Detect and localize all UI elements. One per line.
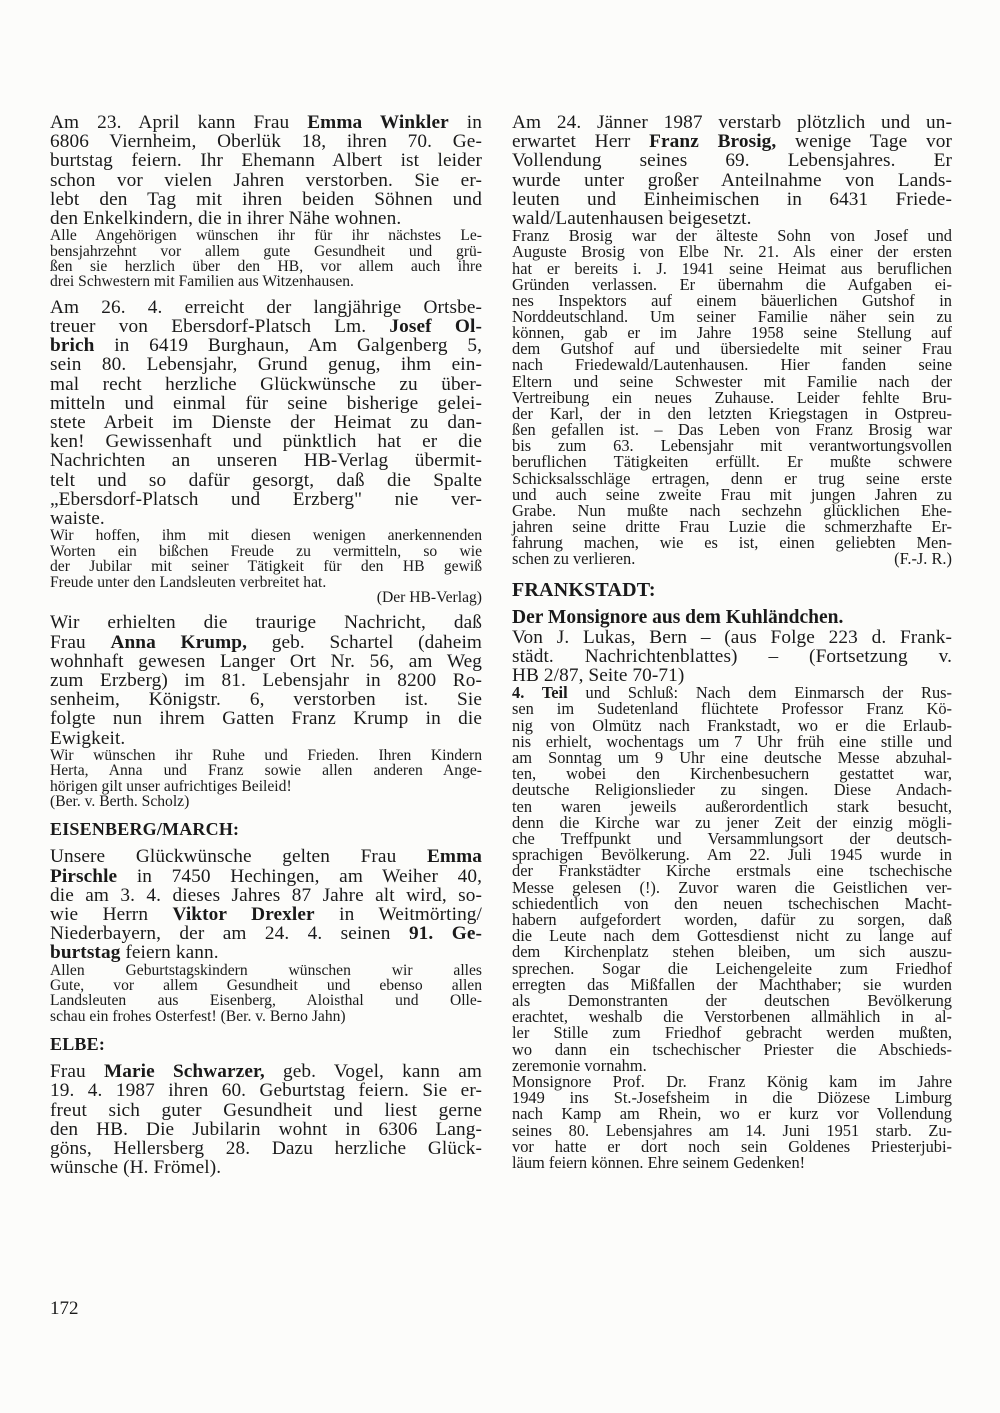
section-heading-eisenberg: EISENBERG/MARCH: [50, 819, 240, 840]
person-name: Emma Winkler [307, 112, 449, 133]
signature: (F.-J. R.) [894, 549, 952, 569]
article-krump: Wir erhielten die traurige Nachricht, daß Frau Anna Krump, geb. Schartel (daheim wohnhaft gewesen Langer Ort Nr. 56, am Weg zum Erzberg) im 81. Lebensjahr in 8200 Ro- senheim, Königstr. 6, verstorben ist. Sie folgte nun ihrem Gatten Franz Krump in die Ewigkeit. [50, 612, 482, 749]
person-name: Pirschle [50, 865, 118, 887]
article-olbrich-note: Wir hoffen, ihm mit diesen wenigen anerkennenden Worten ein bißchen Freude zu vermitteln, so wie der Jubilar mit seiner Tätigkeit für den HB gewiß Freude unter den Landsleuten verbreitet hat. (Der HB-Verlag) [50, 527, 482, 606]
article-eisenberg-note: Allen Geburtstagskindern wünschen wir alles Gute, vor allem Gesundheit und ebenso allen Landsleuten aus Eisenberg, Aloisthal und Olle- schau ein frohes Osterfest! (Ber. v. Berno Jahn) [50, 961, 482, 1025]
person-name: Franz Brosig, [649, 131, 777, 153]
right-column [512, 113, 952, 1171]
section-heading-elbe: ELBE: [50, 1034, 106, 1055]
signature: (Der HB-Verlag) [376, 588, 482, 606]
article-title: Der Monsignore aus dem Kuhländchen. [512, 606, 844, 628]
person-name: Josef Ol- [389, 316, 482, 338]
article-krump-note: Wir wünschen ihr Ruhe und Frieden. Ihren Kindern Herta, Anna und Franz sowie allen anderen Ange- hörigen gilt unser aufrichtiges Beileid! (Ber. v. Berth. Scholz) [50, 746, 482, 810]
article-winkler-note: Alle Angehörigen wünschen ihr für ihr nächstes Le- bensjahrzehnt vor allem gute Gesundheit und grü- ßen sie herzlich über den HB, vor allem auch ihre drei Schwestern mit Familien aus Witzenhausen. [50, 227, 482, 291]
article-olbrich: Am 26. 4. erreicht der langjährige Ortsbe- treuer von Ebersdorf-Platsch Lm. Josef Ol- brich in 6419 Burghaun, Am Galgenberg 5, sein 80. Lebensjahr, Grund genug, ihm ein- mal recht herzliche Glückwünsche zu über- mitteln und einmal für seine bisherige gelei- stete Arbeit im Dienste der Heimat zu dan- ken! Gewissenhaft und pünktlich hat er die Nachrichten an unseren HB-Verlag übermit- telt und so dafür gesorgt, daß die Spalte „Ebersdorf-Platsch und Erzberg" nie ver- waiste. [50, 296, 482, 530]
article-eisenberg: Unsere Glückwünsche gelten Frau Emma Pirschle in 7450 Hechingen, am Weiher 40, die am 3. 4. dieses Jahres 87 Jahre alt wird, so- wie Herrn Viktor Drexler in Weitmörting/ Niederbayern, der am 24. 4. seinen 91. Ge- burtstag feiern kann. [50, 846, 483, 964]
article-schwarzer: Frau Marie Schwarzer, geb. Vogel, kann am 19. 4. 1987 ihren 60. Geburtstag feiern. Sie er- freut sich guter Gesundheit und liest gerne den HB. Die Jubilarin wohnt in 6306 Lang- göns, Hellersberg 28. Dazu herzliche Glück- wünsche (H. Frömel). [50, 1061, 482, 1179]
person-name: Anna Krump, [110, 631, 248, 653]
article-byline: Von J. Lukas, Bern – (aus Folge 223 d. Frank- städt. Nachrichtenblattes) – (Fortsetzung v. HB 2/87, Seite 70-71) [512, 626, 952, 686]
person-name: Viktor Drexler [172, 903, 315, 925]
left-column [50, 113, 482, 1185]
article-brosig: Am 24. Jänner 1987 verstarb plötzlich und un- erwartet Herr Franz Brosig, wenige Tage vor Vollendung seines 69. Lebensjahres. Er wurde unter großer Anteilnahme von Lands- leuten und Einheimischen in 6431 Friede- wald/Lautenhausen beigesetzt. [512, 112, 952, 230]
person-name: Marie Schwarzer, [103, 1061, 265, 1083]
person-name: Emma [426, 846, 482, 868]
article-koenig-body: 4. Teil und Schluß: Nach dem Einmarsch der Rus- sen im Sudetenland flüchtete Professor Franz Kö- nig von Olmütz nach Frankstadt, wo er die Erlaub- nis erhielt, wochentags um 7 Uhr früh eine stille und am Sonntag um 9 Uhr eine deutsche Messe abzuhal- ten, wobei den Kirchenbesuchern gestattet war, deutsche Religionslieder zu singen. Diese Andach- ten waren jeweils außerordentlich stark besucht, denn die Kirche war zu jener Zeit der einzig mögli- che Treffpunkt und Versammlungsort der deutsch- sprachigen Bevölkerung. Am 22. Juli 1945 wurde in der Frankstädter Kirche erstmals eine tschechische Messe gelesen (!). Zuvor waren die Geistlichen ver- schiedentlich von den neuen tschechischen Macht- habern aufgefordert worden, dafür zu sorgen, daß die Leute nach dem Gottesdienst nicht zu lange auf dem Kirchenplatz stehen bleiben, um sich auszu- sprechen. Sogar die Leichengeleite zum Friedhof erregten das Mißfallen der Machthaber; sie wurden als Demonstranten der deutschen Bevölkerung erachtet, weshalb die Verstorbenen allmählich in al- ler Stille zum Friedhof gebracht werden mußten, wo dann ein tschechischer Priester die Abschieds- zeremonie vornahm. Monsignore Prof. Dr. Franz König kam im Jahre 1949 ins St.-Josefsheim in die Diözese Limburg nach Kamp am Rhein, wo er kurz vor Vollendung seines 80. Lebensjahres am 14. Juni 1951 starb. Zu- vor hatte er dort noch sein Goldenes Priesterjubi- läum feiern können. Ehre seinem Gedenken! [512, 683, 953, 1172]
article-winkler: Am 23. April kann Frau Emma Winkler in 6806 Viernheim, Oberlük 18, ihren 70. Ge- burtstag feiern. Ihr Ehemann Albert ist leider schon vor vielen Jahren verstorben. Sie er- lebt den Tag mit ihren beiden Söhnen und den Enkelkindern, die in ihrer Nähe wohnen. [50, 112, 482, 230]
article-brosig-note: Franz Brosig war der älteste Sohn von Josef und Auguste Brosig von Elbe Nr. 21. Als einer der ersten hat er bereits i. J. 1941 seine Heimat aus beruflichen Gründen verlassen. Er übernahm die Aufgaben ei- nes Inspektors auf einem bäuerlichen Gutshof in Norddeutschland. Um seiner Familie näher sein zu können, gab er im Jahre 1958 seine Stellung auf dem Gutshof auf und übersiedelte mit seiner Frau nach Friedewald/Lautenhausen. Hier fanden seine Eltern und seine Schwester mit Familie nach der Vertreibung ein neues Zuhause. Leider fehlte Bru- der Karl, der in den letzten Kriegstagen in Ostpreu- ßen gefallen ist. – Das Leben von Franz Brosig war bis zum 63. Lebensjahr mit verantwortungsvollen beruflichen Tätigkeiten erfüllt. Er mußte schwere Schicksalsschläge ertragen, denn er trug seine erste und auch seine zweite Frau mit jungen Jahren zu Grabe. Nun mußte nach sechzehn glücklichen Ehe- jahren seine dritte Frau Luzie die schmerzhafte Er- fahrung machen, wie es ist, einen geliebten Men- schen zu verlieren. (F.-J. R.) [512, 226, 952, 569]
person-name: brich [50, 335, 95, 357]
section-heading-frankstadt: FRANKSTADT: [512, 578, 656, 601]
page-number: 172 [50, 1298, 79, 1319]
